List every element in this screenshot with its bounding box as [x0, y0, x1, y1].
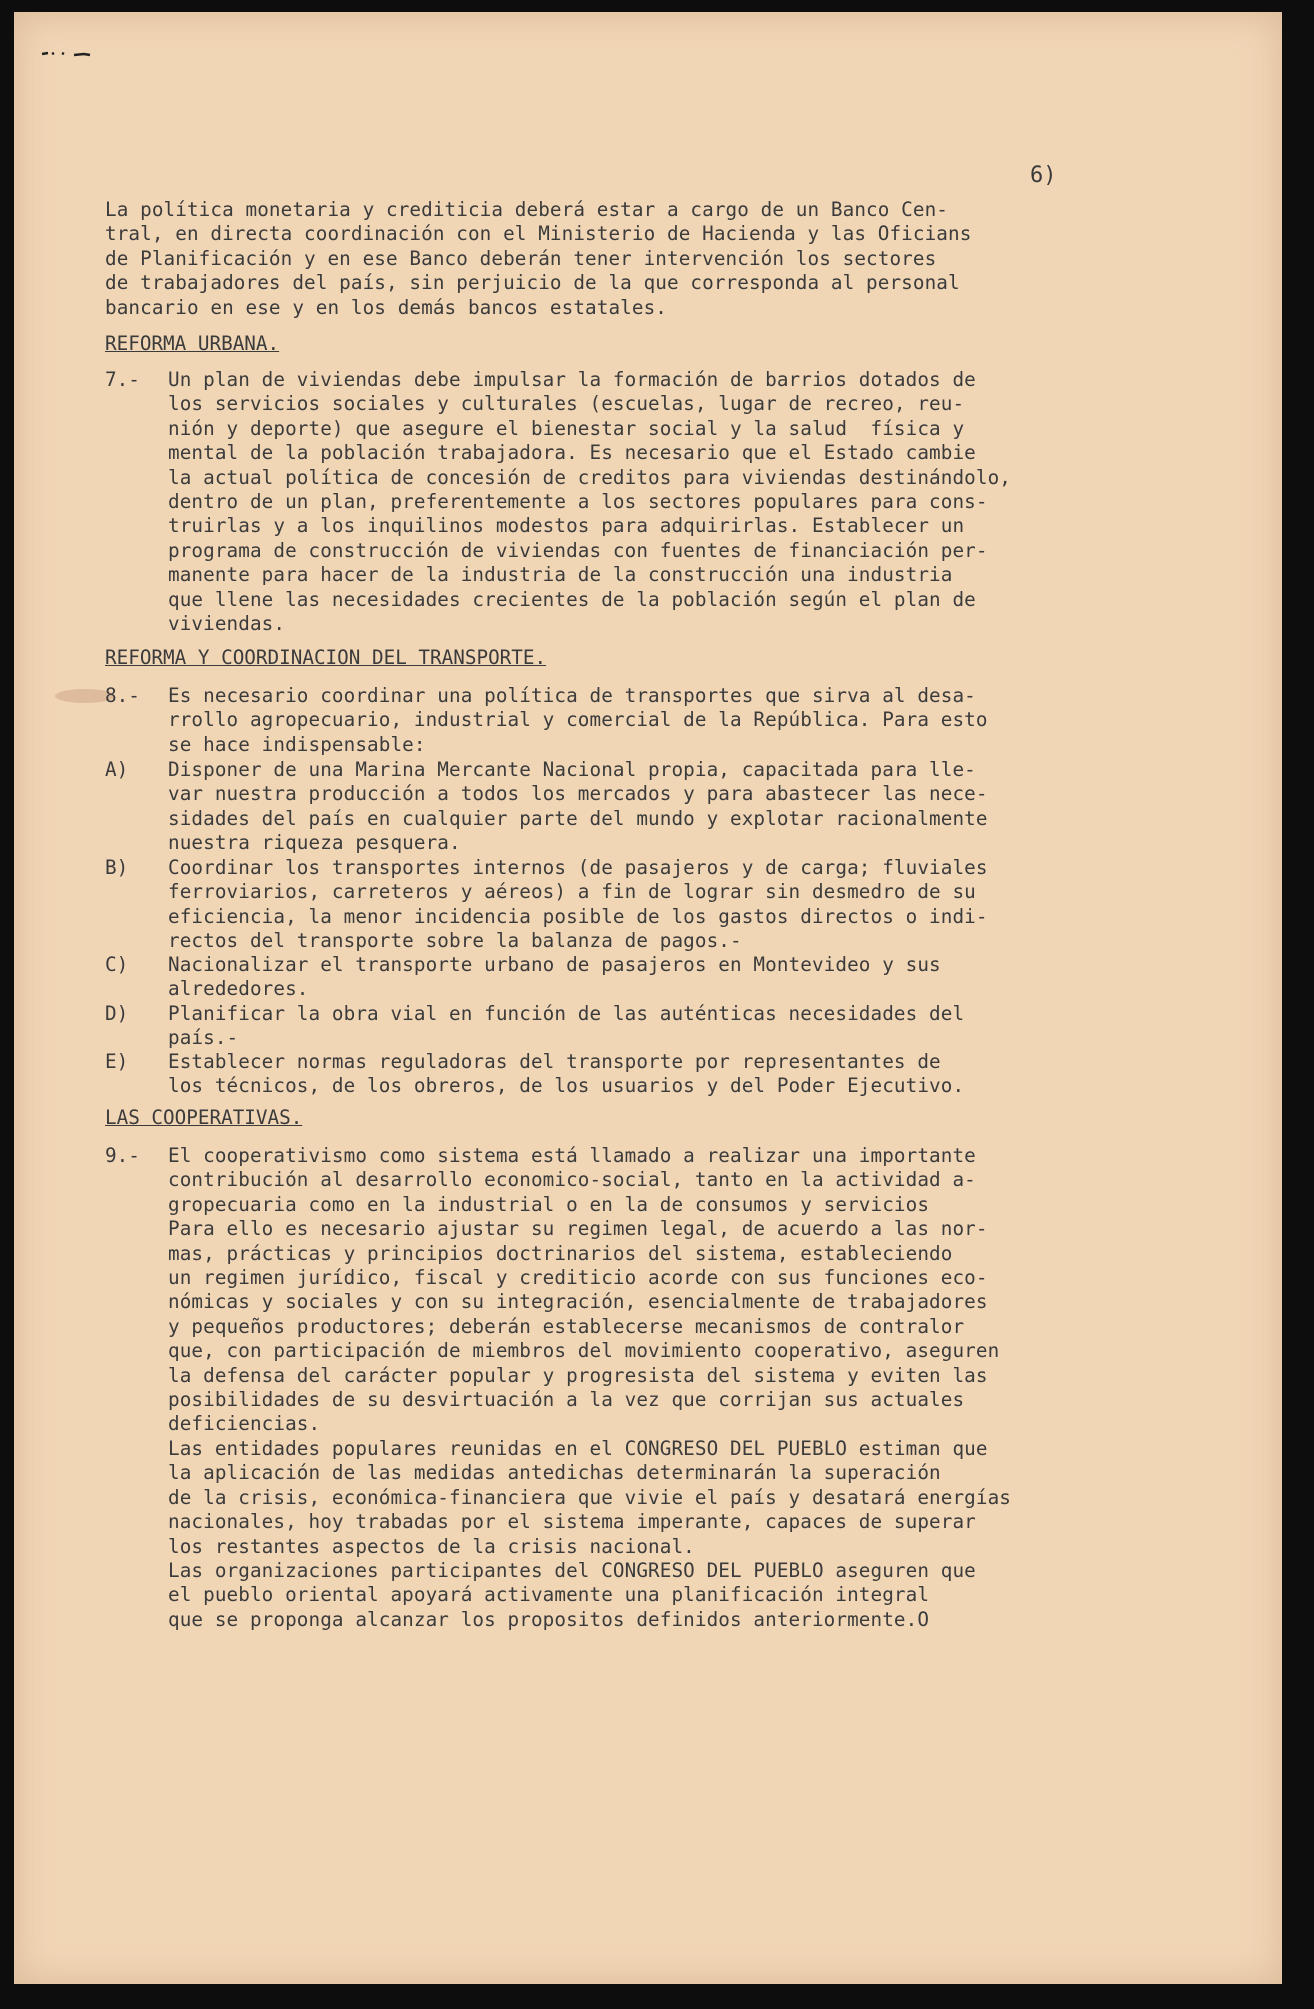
ink-mark-icon — [40, 48, 100, 58]
section-number: 7.- — [105, 368, 140, 391]
list-item-letter: D) — [105, 1002, 129, 1025]
section-heading-reforma-urbana: REFORMA URBANA. — [105, 332, 280, 355]
page-number: 6) — [1030, 163, 1057, 188]
section-text: Es necesario coordinar una política de transportes que sirva al desa- rrollo agropecuario, industrial y comercial de la República. Para esto se hace indispensable: — [168, 684, 988, 756]
intro-paragraph: La política monetaria y crediticia deberá estar a cargo de un Banco Cen- tral, en directa coordinación con el Ministerio de Hacienda y las Oficians de Planificación y en ese Banco deberán tener intervención los sectores de trabajadores del país, sin perjuicio de la que corresponda al personal bancario en ese y en los demás bancos estatales. — [105, 198, 972, 319]
section-heading-transporte: REFORMA Y COORDINACION DEL TRANSPORTE. — [105, 646, 547, 669]
list-item-letter: E) — [105, 1050, 129, 1073]
list-item-letter: A) — [105, 758, 129, 781]
section-number: 9.- — [105, 1144, 140, 1167]
section-heading-cooperativas: LAS COOPERATIVAS. — [105, 1106, 303, 1129]
list-item-text: Establecer normas reguladoras del transporte por representantes de los técnicos, de los obreros, de los usuarios y del Poder Ejecutivo. — [168, 1050, 965, 1098]
list-item-letter: B) — [105, 856, 129, 879]
section-text: Un plan de viviendas debe impulsar la formación de barrios dotados de los servicios sociales y culturales (escuelas, lugar de recreo, reu- nión y deporte) que asegure el bienestar social y la salud física y mental de la población trabajadora. Es necesario que el Estado cambie la actual política de concesión de creditos para viviendas destinándolo, dentro de un plan, preferentemente a los sectores populares para cons- truirlas y a los inquilinos modestos para adquirirlas. Establecer un programa de construcción de viviendas con fuentes de financiación per- manente para hacer de la industria de la construcción una industria que llene las necesidades crecientes de la población según el plan de viviendas. — [168, 368, 1011, 636]
list-item-letter: C) — [105, 953, 129, 976]
list-item-text: Coordinar los transportes internos (de pasajeros y de carga; fluviales ferroviarios, carreteros y aéreos) a fin de lograr sin desmedro de su eficiencia, la menor incidencia posible de los gastos directos o indi- rectos del transporte sobre la balanza de pagos.- — [168, 856, 988, 953]
list-item-text: Disponer de una Marina Mercante Nacional propia, capacitada para lle- var nuestra producción a todos los mercados y para abastecer las nece- sidades del país en cualquier parte del mundo y explotar racionalmente nuestra riqueza pesquera. — [168, 758, 988, 855]
list-item-text: Nacionalizar el transporte urbano de pasajeros en Montevideo y sus alrededores. — [168, 953, 941, 1001]
section-text: El cooperativismo como sistema está llamado a realizar una importante contribución al desarrollo economico-social, tanto en la actividad a- gropecuaria como en la industrial o en la de consumos y servicios Para ello es necesario ajustar su regimen legal, de acuerdo a las nor- mas, prácticas y principios doctrinarios del sistema, estableciendo un regimen jurídico, fiscal y crediticio acorde con sus funciones eco- nómicas y sociales y con su integración, esencialmente de trabajadores y pequeños productores; deberán establecerse mecanismos de contralor que, con participación de miembros del movimiento cooperativo, aseguren la defensa del carácter popular y progresista del sistema y eviten las posibilidades de su desvirtuación a la vez que corrijan sus actuales deficiencias. Las entidades populares reunidas en el CONGRESO DEL PUEBLO estiman que la aplicación de las medidas antedichas determinarán la superación de la crisis, económica-financiera que vivie el país y desatará energías nacionales, hoy trabadas por el sistema imperante, capaces de superar los restantes aspectos de la crisis nacional. Las organizaciones participantes del CONGRESO DEL PUEBLO aseguren que el pueblo oriental apoyará activamente una planificación integral que se proponga alcanzar los propositos definidos anteriormente.O — [168, 1144, 1011, 1631]
list-item-text: Planificar la obra vial en función de las auténticas necesidades del país.- — [168, 1002, 965, 1050]
section-number: 8.- — [105, 684, 140, 707]
